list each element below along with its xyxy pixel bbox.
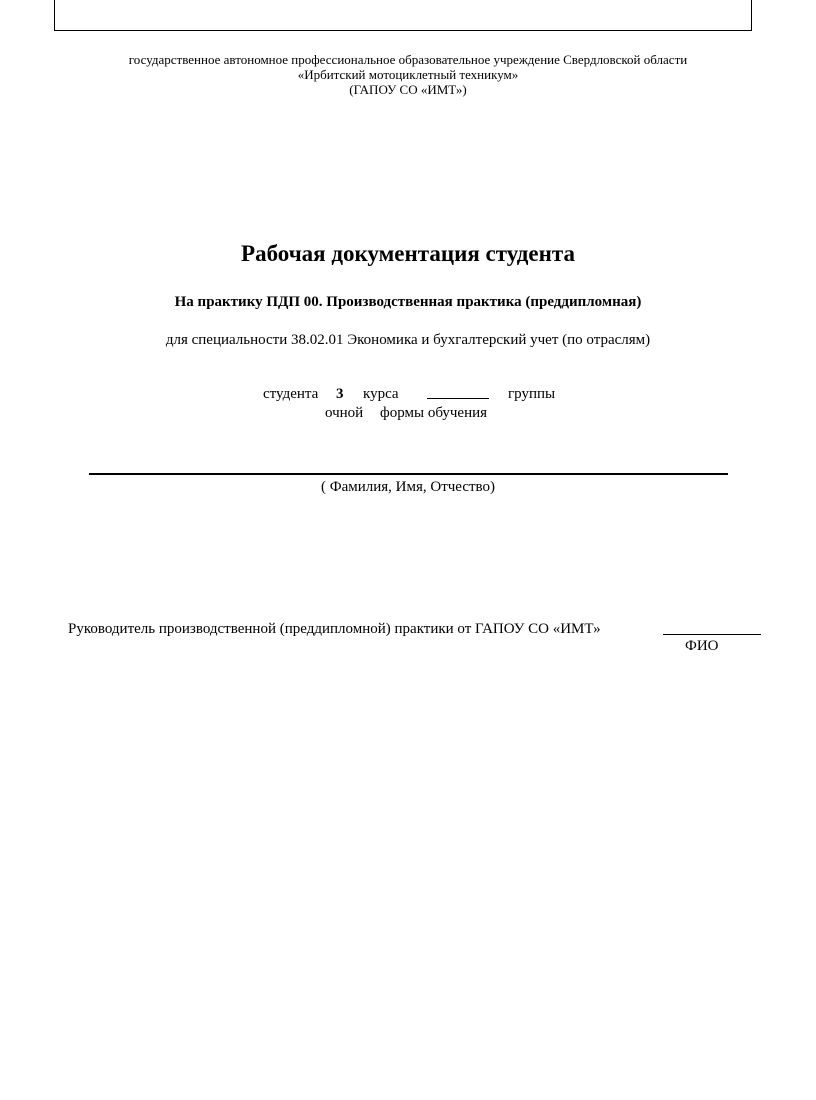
practice-name: На практику ПДП 00. Производственная практика (преддипломная) [174,294,642,310]
supervisor-label: Руководитель производственной (преддипломной) практики от ГАПОУ СО «ИМТ» [68,621,601,637]
course-label: курса [363,386,399,402]
course-number: 3 [336,386,344,402]
institution-name-line1: государственное автономное профессиональное образовательное учреждение Свердловской области [128,52,688,67]
institution-abbreviation: (ГАПОУ СО «ИМТ») [349,82,467,97]
student-name-line [89,473,728,475]
group-blank [427,384,489,405]
student-label: студента [263,386,319,402]
study-form-full-time: очной [325,405,364,421]
signature-line [663,634,761,635]
specialty-line: для специальности 38.02.01 Экономика и бухгалтерский учет (по отраслям) [165,332,651,348]
fio-label: ФИО [685,638,719,654]
group-label: группы [508,386,556,402]
study-form-label: формы обучения [380,405,488,421]
document-title: Рабочая документация студента [241,241,575,266]
institution-name-line2: «Ирбитский мотоциклетный техникум» [297,67,519,82]
top-header-box [54,0,752,31]
student-name-caption: ( Фамилия, Имя, Отчество) [320,479,496,495]
